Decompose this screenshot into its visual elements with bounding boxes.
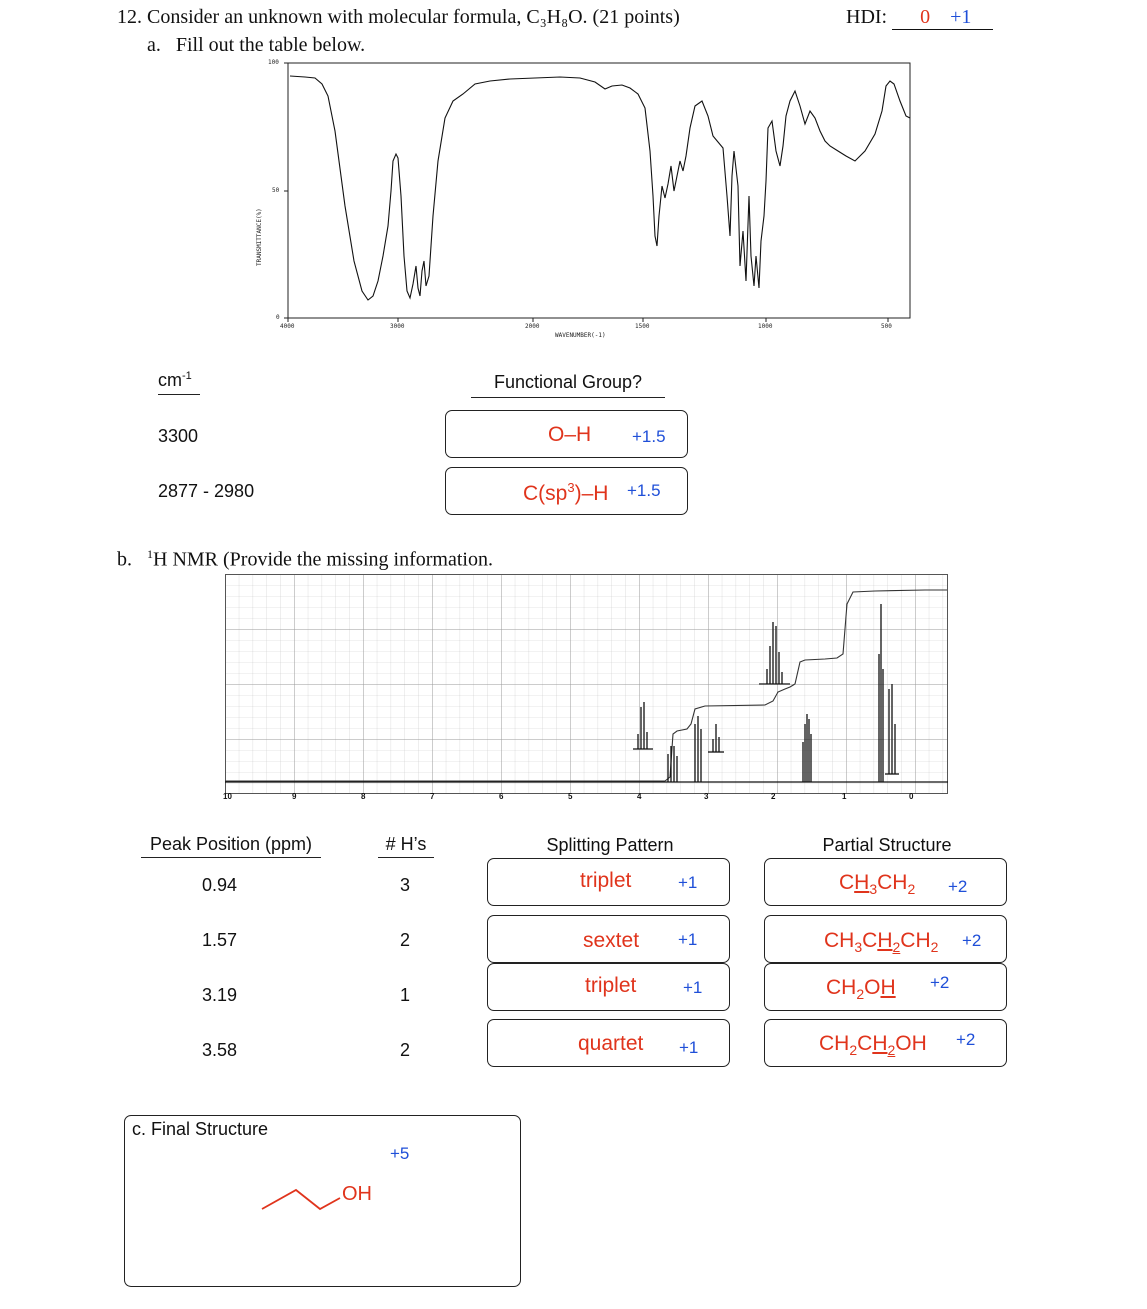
ir-x-tick-2000: 2000 bbox=[525, 323, 540, 330]
final-structure-score: +5 bbox=[390, 1144, 410, 1163]
nmr-row-partial-box[interactable] bbox=[764, 915, 1007, 963]
nmr-row-ppm: 1.57 bbox=[202, 930, 238, 950]
nmr-spectrum-plot bbox=[225, 574, 950, 806]
nmr-row-splitting-box[interactable] bbox=[487, 963, 730, 1011]
ir-row-1-cm: 3300 bbox=[158, 426, 199, 446]
nmr-row-partial-score: +2 bbox=[962, 931, 982, 950]
hdi-value: 0 bbox=[920, 6, 931, 28]
ir-x-tick-1500: 1500 bbox=[635, 323, 650, 330]
nmr-row-partial-score: +2 bbox=[948, 877, 968, 896]
nmr-x-tick: 7 bbox=[430, 792, 435, 801]
nmr-x-tick: 2 bbox=[771, 792, 776, 801]
ir-x-tick-4000: 4000 bbox=[280, 323, 295, 330]
nmr-row-h-count: 2 bbox=[400, 1040, 411, 1060]
nmr-row-splitting-box[interactable] bbox=[487, 1019, 730, 1067]
nmr-row-h-count: 1 bbox=[400, 985, 411, 1005]
nmr-row-splitting-box[interactable] bbox=[487, 915, 730, 963]
ir-x-tick-1000: 1000 bbox=[758, 323, 773, 330]
part-b-title: b. $^1$H NMR (Provide the missing information. bbox=[117, 547, 493, 571]
nmr-x-tick: 9 bbox=[292, 792, 297, 801]
ir-y-tick-100: 100 bbox=[268, 59, 279, 66]
hdi-label: HDI: bbox=[846, 6, 888, 28]
final-structure-box[interactable] bbox=[124, 1115, 521, 1287]
col-h-header: # H’s bbox=[378, 834, 434, 858]
ir-y-tick-0: 0 bbox=[276, 314, 280, 321]
nmr-row-splitting: quartet bbox=[578, 1032, 644, 1055]
part-a-instruction: a. Fill out the table below. bbox=[147, 34, 366, 56]
nmr-x-tick: 6 bbox=[499, 792, 504, 801]
nmr-row-h-count: 2 bbox=[400, 930, 411, 950]
ir-row-1-answer-box[interactable] bbox=[445, 410, 688, 458]
nmr-row-partial-box[interactable] bbox=[764, 963, 1007, 1011]
nmr-row-splitting-score: +1 bbox=[678, 873, 698, 892]
nmr-row-splitting-box[interactable] bbox=[487, 858, 730, 906]
nmr-row-splitting: sextet bbox=[583, 929, 640, 952]
ir-spectrum bbox=[250, 56, 920, 346]
nmr-x-tick: 3 bbox=[704, 792, 709, 801]
ir-x-tick-500: 500 bbox=[881, 323, 892, 330]
nmr-row-splitting-score: +1 bbox=[679, 1038, 699, 1057]
ir-x-label: WAVENUMBER(-1) bbox=[555, 332, 606, 339]
col-peak-header: Peak Position (ppm) bbox=[141, 834, 321, 858]
nmr-row-partial-structure: $CH_2CH_2OH$ bbox=[819, 1032, 927, 1059]
hdi-score: +1 bbox=[950, 6, 972, 28]
nmr-row-splitting-score: +1 bbox=[678, 930, 698, 949]
nmr-x-tick: 4 bbox=[637, 792, 642, 801]
nmr-row-ppm: 3.19 bbox=[202, 985, 238, 1005]
ir-row-1-group: O–H bbox=[548, 423, 592, 446]
hydroxyl-label: OH bbox=[342, 1183, 372, 1205]
nmr-x-axis bbox=[223, 792, 948, 806]
nmr-x-tick: 0 bbox=[909, 792, 914, 801]
nmr-row-partial-structure: $CH_2OH$ bbox=[826, 976, 896, 1003]
nmr-row-partial-box[interactable] bbox=[764, 858, 1007, 906]
col-cm-header: $cm^{-1}$ bbox=[158, 370, 200, 395]
question-title: 12. Consider an unknown with molecular formula, C₃H₈O. (21 points) bbox=[117, 6, 680, 28]
ir-row-2-group: $C(sp^3)-H$ bbox=[523, 480, 609, 505]
nmr-x-tick: 10 bbox=[223, 792, 232, 801]
ir-spectrum-plot bbox=[250, 56, 920, 346]
nmr-x-tick: 8 bbox=[361, 792, 366, 801]
hdi-field bbox=[846, 6, 993, 30]
propanol-skeletal-structure bbox=[260, 1176, 350, 1216]
col-splitting-header: Splitting Pattern bbox=[540, 835, 680, 859]
nmr-row-partial-score: +2 bbox=[930, 973, 950, 992]
nmr-row-partial-box[interactable] bbox=[764, 1019, 1007, 1067]
ir-row-2-score: +1.5 bbox=[627, 481, 661, 500]
nmr-spectrum bbox=[225, 574, 950, 806]
ir-row-1-score: +1.5 bbox=[632, 427, 666, 446]
nmr-row-partial-structure: $CH_3CH_2CH_2$ bbox=[824, 929, 939, 956]
nmr-row-partial-score: +2 bbox=[956, 1030, 976, 1049]
ir-row-2-answer-box[interactable] bbox=[445, 467, 688, 515]
nmr-x-tick: 1 bbox=[842, 792, 847, 801]
nmr-row-ppm: 0.94 bbox=[202, 875, 238, 895]
ir-y-tick-50: 50 bbox=[272, 187, 280, 194]
nmr-row-splitting: triplet bbox=[585, 974, 637, 997]
col-partial-header: Partial Structure bbox=[812, 835, 962, 859]
nmr-row-h-count: 3 bbox=[400, 875, 411, 895]
nmr-row-splitting-score: +1 bbox=[683, 978, 703, 997]
nmr-row-splitting: triplet bbox=[580, 869, 632, 892]
col-functional-group-header: Functional Group? bbox=[471, 372, 665, 398]
final-structure-title: c. Final Structure bbox=[132, 1119, 269, 1139]
ir-row-2-cm: 2877 - 2980 bbox=[158, 481, 255, 501]
ir-y-label: TRANSMITTANCE(%) bbox=[256, 208, 263, 266]
nmr-row-partial-structure: $CH_3CH_2$ bbox=[839, 871, 916, 898]
nmr-x-tick: 5 bbox=[568, 792, 573, 801]
ir-x-tick-3000: 3000 bbox=[390, 323, 405, 330]
nmr-row-ppm: 3.58 bbox=[202, 1040, 238, 1060]
